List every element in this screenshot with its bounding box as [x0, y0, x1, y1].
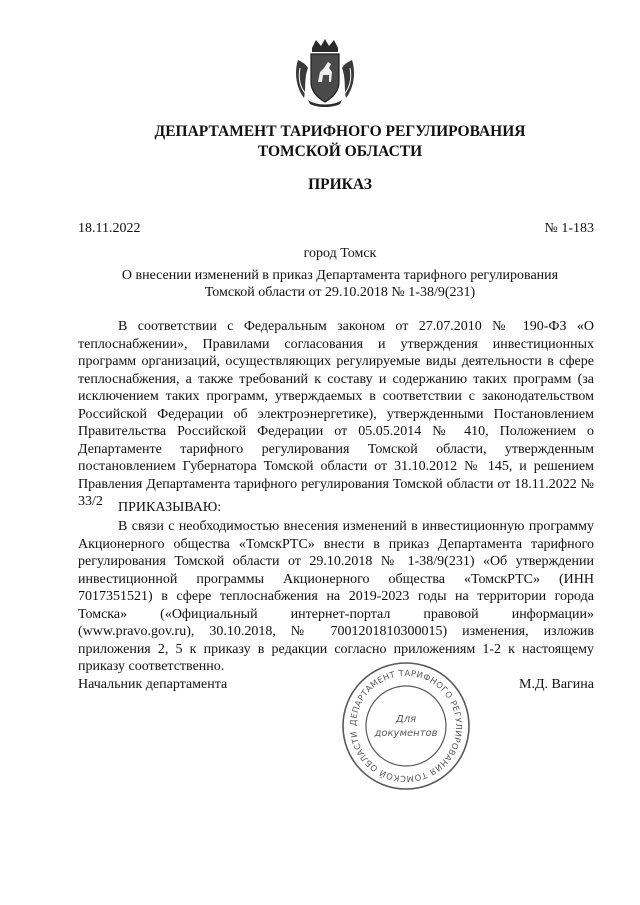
order-subject-line2: Томской области от 29.10.2018 № 1-38/9(231): [204, 285, 476, 300]
orders-heading: ПРИКАЗЫВАЮ:: [118, 500, 222, 515]
order-date: 18.11.2022: [78, 221, 141, 236]
order-paragraph: В связи с необходимостью внесения изменений в инвестиционную программу Акционерного общества «ТомскРТС» внести в приказ Департамента тарифного регулирования Томской области от 29.10.2018 № 1-38/9(231) «Об утверждении инвестиционной программы Акционерного общества «ТомскРТС» (ИНН 7017351521) в сфере теплоснабжения на 2019-2023 годы на территории города Томска» («Официальный интернет-портал правовой информации» (www.pravo.gov.ru), 30.10.2018, № 7001201810300015) изменения, изложив приложения 2, 5 к приказу в редакции согласно приложениям 1-2 к настоящему приказу соответственно.: [78, 519, 594, 674]
doc-type-title: ПРИКАЗ: [308, 176, 372, 193]
coat-of-arms-icon: [294, 38, 356, 108]
department-title: [60, 122, 620, 162]
order-city: город Томск: [303, 246, 377, 261]
seal-ring-text: ДЕПАРТАМЕНТ ТАРИФНОГО РЕГУЛИРОВАНИЯ ТОМСКОЙ ОБЛАСТИ: [347, 667, 465, 785]
seal-center-line1: Для: [395, 714, 417, 725]
preamble-paragraph: В соответствии с Федеральным законом от 27.07.2010 № 190-ФЗ «О теплоснабжении», Правилами согласования и утверждения инвестиционных программ организаций, осуществляющих регулируемые виды деятельности в сфере теплоснабжения, а также требований к составу и содержанию таких программ (за исключением таких программ, утверждаемых в соответствии с законодательством Российской Федерации об электроэнергетике), утвержденными Постановлением Правительства Российской Федерации от 05.05.2014 № 410, Положением о Департаменте тарифного регулирования Томской области, утвержденным постановлением Губернатора Томской области от 31.10.2012 № 145, и решением Правления Департамента тарифного регулирования Томской области от 18.11.2022 № 33/2: [78, 319, 594, 509]
svg-text:ДЕПАРТАМЕНТ ТАРИФНОГО РЕГУЛИРО: [348, 668, 464, 784]
order-subject: [90, 267, 590, 301]
department-title-line2: ТОМСКОЙ ОБЛАСТИ: [257, 143, 423, 160]
department-title-line1: ДЕПАРТАМЕНТ ТАРИФНОГО РЕГУЛИРОВАНИЯ: [154, 123, 526, 140]
order-number: № 1-183: [544, 221, 594, 236]
order-subject-line1: О внесении изменений в приказ Департамента тарифного регулирования: [121, 268, 559, 283]
signatory-name: М.Д. Вагина: [519, 677, 594, 692]
signatory-position: Начальник департамента: [78, 677, 228, 692]
seal-icon: [340, 660, 472, 792]
seal-center-line2: документов: [374, 728, 438, 739]
